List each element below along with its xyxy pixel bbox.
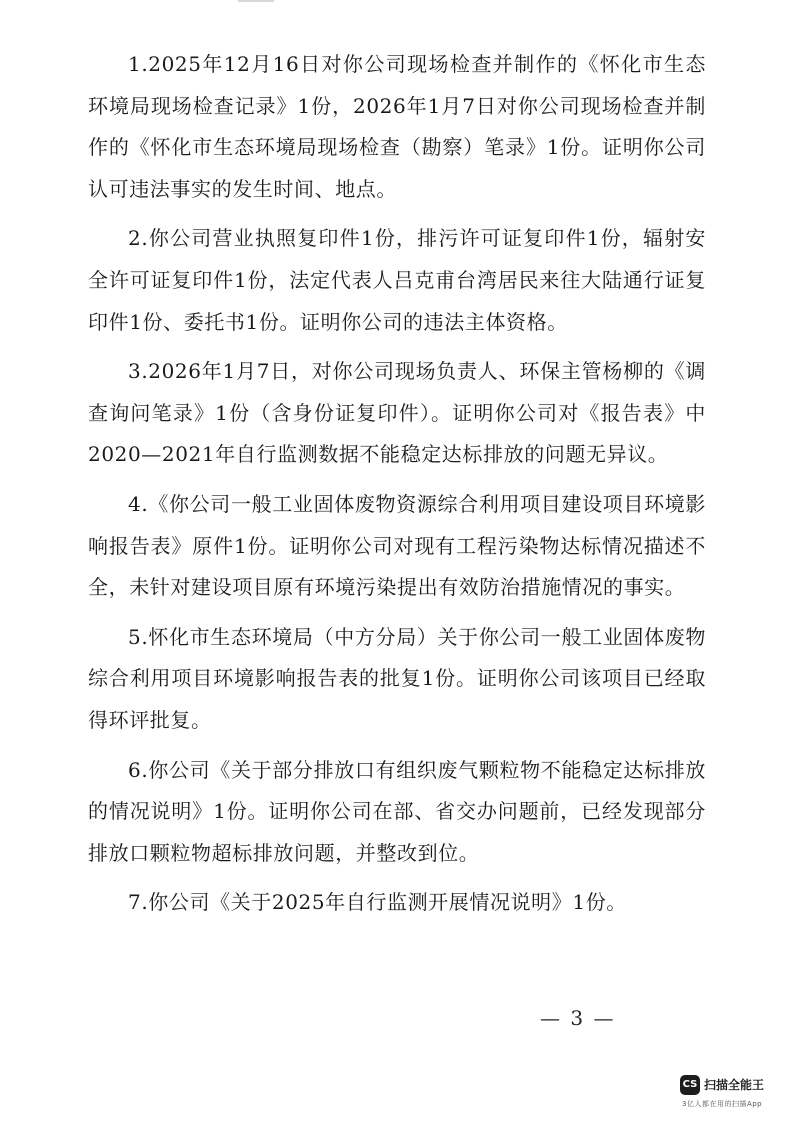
evidence-item-7: 7.你公司《关于2025年自行监测开展情况说明》1份。 — [128, 890, 627, 915]
page-number: — 3 — — [540, 1006, 616, 1030]
watermark-slogan: 3亿人都在用的扫描App — [682, 1100, 763, 1108]
document-body — [88, 44, 706, 932]
evidence-item-1: 1.2025年12月16日对你公司现场检查并制作的《怀化市生态环境局现场检查记录》1份，2026年1月7日对你公司现场检查并制作的《怀化市生态环境局现场检查（勘察）笔录》1份。证明你公司认可违法事实的发生时间、地点。 — [88, 52, 706, 201]
evidence-item-2: 2.你公司营业执照复印件1份，排污许可证复印件1份，辐射安全许可证复印件1份，法定代表人吕克甫台湾居民来往大陆通行证复印件1份、委托书1份。证明你公司的违法主体资格。 — [88, 226, 706, 334]
evidence-item-5: 5.怀化市生态环境局（中方分局）关于你公司一般工业固体废物综合利用项目环境影响报告表的批复1份。证明你公司该项目已经取得环评批复。 — [88, 624, 706, 732]
evidence-item-4: 4.《你公司一般工业固体废物资源综合利用项目建设项目环境影响报告表》原件1份。证明你公司对现有工程污染物达标情况描述不全，未针对建设项目原有环境污染提出有效防治措施情况的事实。 — [88, 491, 706, 600]
camscanner-logo-icon: CS — [680, 1075, 700, 1095]
evidence-item-3: 3.2026年1月7日，对你公司现场负责人、环保主管杨柳的《调查询问笔录》1份（含身份证复印件）。证明你公司对《报告表》中2020—2021年自行监测数据不能稳定达标排放的问题无异议。 — [88, 359, 706, 467]
scanner-watermark — [680, 1075, 780, 1115]
watermark-app-name: 扫描全能王 — [704, 1078, 765, 1092]
top-edge-mark — [238, 0, 274, 2]
evidence-item-6: 6.你公司《关于部分排放口有组织废气颗粒物不能稳定达标排放的情况说明》1份。证明你公司在部、省交办问题前，已经发现部分排放口颗粒物超标排放问题，并整改到位。 — [88, 757, 706, 865]
